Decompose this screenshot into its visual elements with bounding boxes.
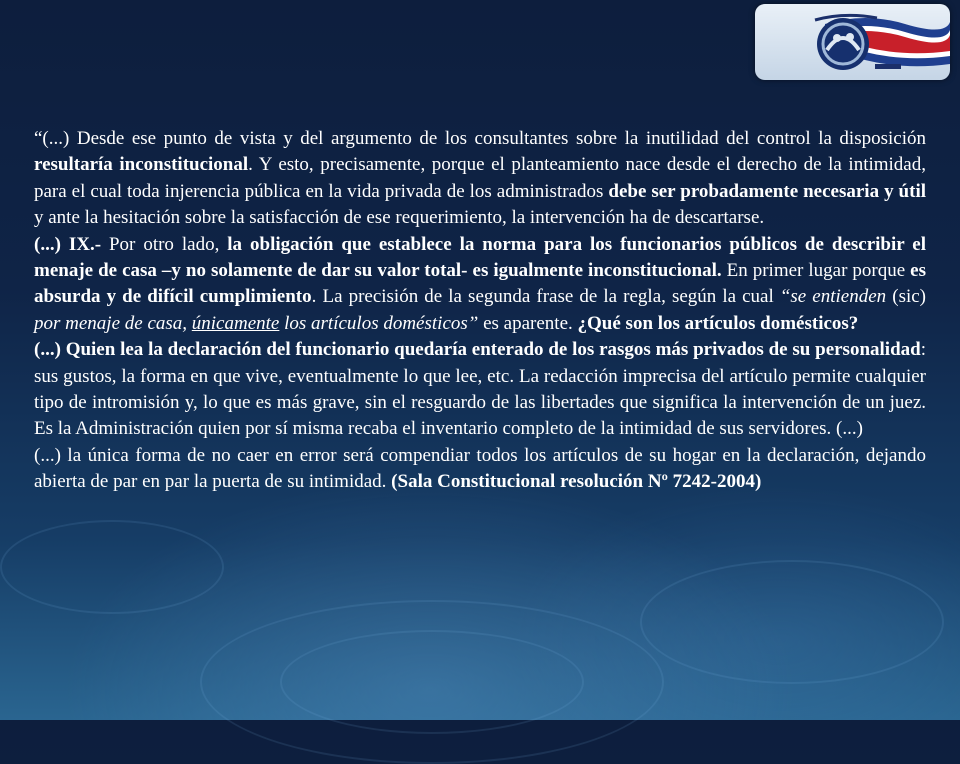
text-segment: : sus gustos, la forma en que vive, eventualmente lo que lee, etc. La redacción imprecisa del artículo permite cualquier tipo de intromisión y, lo que es más grave, sin el resguardo de las libertades que significa la intervención de un juez. Es la Administración quien por sí misma recaba el inventario completo de la intimidad de sus servidores. (...) xyxy=(34,339,926,440)
text-segment: (...) IX.- xyxy=(34,233,102,255)
institution-logo-icon xyxy=(755,4,950,80)
text-segment: debe ser probadamente necesaria y útil xyxy=(608,180,926,202)
text-segment: “(...) Desde ese punto de vista y del argumento de los consultantes sobre la inutilidad del control la disposición xyxy=(34,128,926,149)
text-segment: resultaría inconstitucional xyxy=(34,154,249,176)
text-segment: y ante la hesitación sobre la satisfacción de ese requerimiento, la intervención ha de descartarse. xyxy=(34,207,765,229)
text-segment: ¿Qué son los artículos domésticos? xyxy=(577,312,859,334)
text-segment: los artículos domésticos” xyxy=(279,312,479,334)
text-segment: es absurda y de difícil cumplimiento xyxy=(34,260,926,308)
text-segment: por menaje de casa, xyxy=(34,312,192,334)
background-ripple xyxy=(280,630,584,734)
text-segment: . Y esto, precisamente, porque el planteamiento nace desde el derecho de la intimidad, para el cual toda injerencia pública en la vida privada de los administrados xyxy=(34,154,926,202)
text-segment: (Sala Constitucional resolución Nº 7242-2004) xyxy=(391,471,762,493)
text-segment: “se entienden xyxy=(779,286,887,308)
paragraph-4 xyxy=(34,443,926,496)
background-ripple xyxy=(640,560,944,684)
text-segment: En primer lugar porque xyxy=(721,260,911,282)
text-segment: Por otro lado, xyxy=(101,233,228,255)
background-ripple xyxy=(0,520,224,614)
text-segment: (...) la única forma de no caer en error será compendiar todos los artículos de su hogar en la declaración, dejando abierta de par en par la puerta de su intimidad. xyxy=(34,444,926,493)
text-segment: la obligación que establece la norma para los funcionarios públicos de describir el menaje de casa –y no solamente de dar su valor total- es igualmente inconstitucional. xyxy=(34,233,926,282)
text-segment: (sic) xyxy=(886,286,927,308)
paragraph-3 xyxy=(34,337,926,443)
text-segment: . La precisión de la segunda frase de la regla, según la cual xyxy=(311,286,780,308)
paragraph-2 xyxy=(34,232,926,338)
text-segment: (...) Quien lea la declaración del funcionario quedaría enterado de los rasgos más privados de su personalidad xyxy=(34,339,921,361)
quoted-text-body xyxy=(34,126,926,496)
text-segment: es aparente. xyxy=(478,312,578,334)
logo-graphic xyxy=(755,4,950,80)
paragraph-1 xyxy=(34,126,926,232)
text-segment: únicamente xyxy=(191,312,280,334)
